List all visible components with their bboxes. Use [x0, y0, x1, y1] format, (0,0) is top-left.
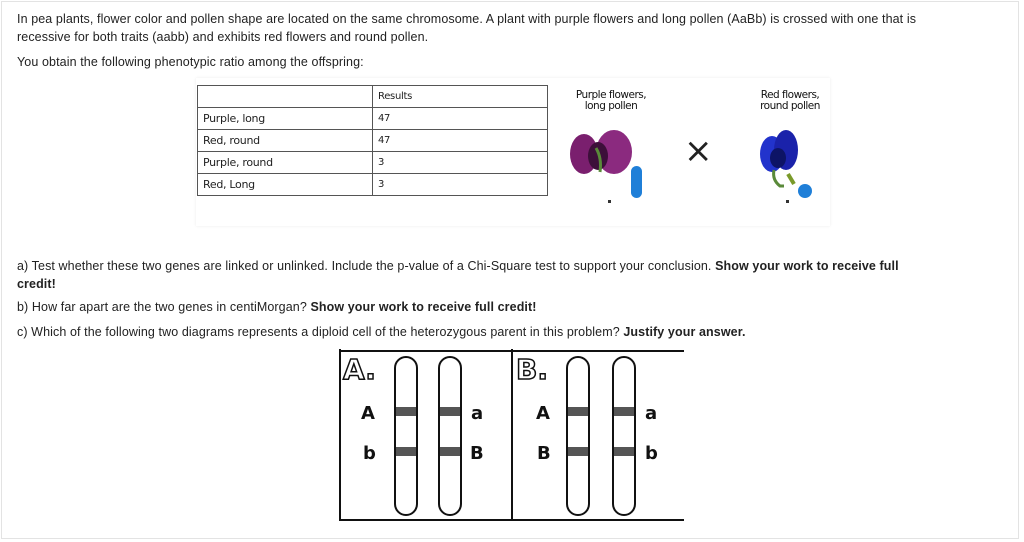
table-header-row [198, 86, 548, 108]
red-dot [786, 200, 789, 203]
allele-label: b [363, 443, 376, 464]
parent1-label [566, 90, 656, 112]
parent2-label-line1: Red flowers, [760, 89, 820, 101]
allele-label: b [645, 443, 658, 464]
allele-label: a [645, 403, 658, 424]
table-row [198, 174, 548, 196]
red-flower-icon [750, 128, 830, 208]
intro-line-1: In pea plants, flower color and pollen shape are located on the same chromosome. A plant with purple flowers and long pollen (AaBb) is crossed with one that is [17, 12, 917, 26]
parent1-label-line2: long pollen [584, 100, 638, 112]
count-cell: 47 [373, 108, 548, 130]
table-row [198, 108, 548, 130]
part-a-bold-1: Show your work to receive full [715, 259, 899, 273]
chromosome-b2 [613, 357, 635, 515]
part-b-line [17, 298, 537, 316]
purple-flower-icon [566, 128, 656, 208]
chromosome-diagrams [339, 349, 684, 521]
round-pollen-icon [798, 184, 812, 198]
locus-band [568, 407, 588, 416]
diagram-a-label: A. [343, 353, 376, 386]
locus-band [396, 447, 416, 456]
part-c-bold: Justify your answer. [623, 325, 746, 339]
part-b-text: b) How far apart are the two genes in centiMorgan? [17, 300, 311, 314]
parent2-label [750, 90, 830, 112]
locus-band [440, 447, 460, 456]
part-b-bold: Show your work to receive full credit! [310, 300, 537, 314]
chromosome-a1 [395, 357, 417, 515]
parent2-label-line2: round pollen [760, 100, 820, 112]
chromosome-a2 [439, 357, 461, 515]
count-cell: 47 [373, 130, 548, 152]
table-header-results: Results [373, 86, 548, 108]
count-cell: 3 [373, 152, 548, 174]
locus-band [440, 407, 460, 416]
parent1-label-line1: Purple flowers, [575, 89, 647, 101]
long-pollen-icon [631, 166, 642, 198]
red-petal-center [770, 148, 786, 168]
phenotype-cell: Red, round [198, 130, 373, 152]
part-c-text: c) Which of the following two diagrams represents a diploid cell of the heterozygous parent in this problem? [17, 325, 624, 339]
table-row [198, 152, 548, 174]
allele-label: B [470, 443, 484, 464]
part-c-line [17, 323, 746, 341]
locus-band [396, 407, 416, 416]
part-a-bold-2: credit! [17, 277, 56, 291]
count-cell: 3 [373, 174, 548, 196]
table-row [198, 130, 548, 152]
locus-band [614, 447, 634, 456]
part-a-line-1 [17, 257, 899, 275]
results-table [197, 85, 548, 196]
phenotype-cell: Purple, long [198, 108, 373, 130]
allele-label: B [537, 443, 551, 464]
allele-label: A [536, 403, 550, 424]
diagram-b-label: B. [516, 353, 548, 386]
ratio-line: You obtain the following phenotypic ratio among the offspring: [17, 55, 364, 69]
locus-band [568, 447, 588, 456]
part-a-text: a) Test whether these two genes are linked or unlinked. Include the p-value of a Chi-Square test to support your conclusion. [17, 259, 716, 273]
phenotype-cell: Red, Long [198, 174, 373, 196]
chromosome-b1 [567, 357, 589, 515]
intro-line-2: recessive for both traits (aabb) and exhibits red flowers and round pollen. [17, 30, 429, 44]
phenotype-cell: Purple, round [198, 152, 373, 174]
locus-band [614, 407, 634, 416]
allele-label: A [361, 403, 375, 424]
cross-symbol: × [684, 131, 713, 171]
red-flower-stem [774, 170, 784, 186]
purple-dot [608, 200, 611, 203]
red-flower-leaf [788, 174, 794, 184]
table-header-empty [198, 86, 373, 108]
allele-label: a [471, 403, 484, 424]
